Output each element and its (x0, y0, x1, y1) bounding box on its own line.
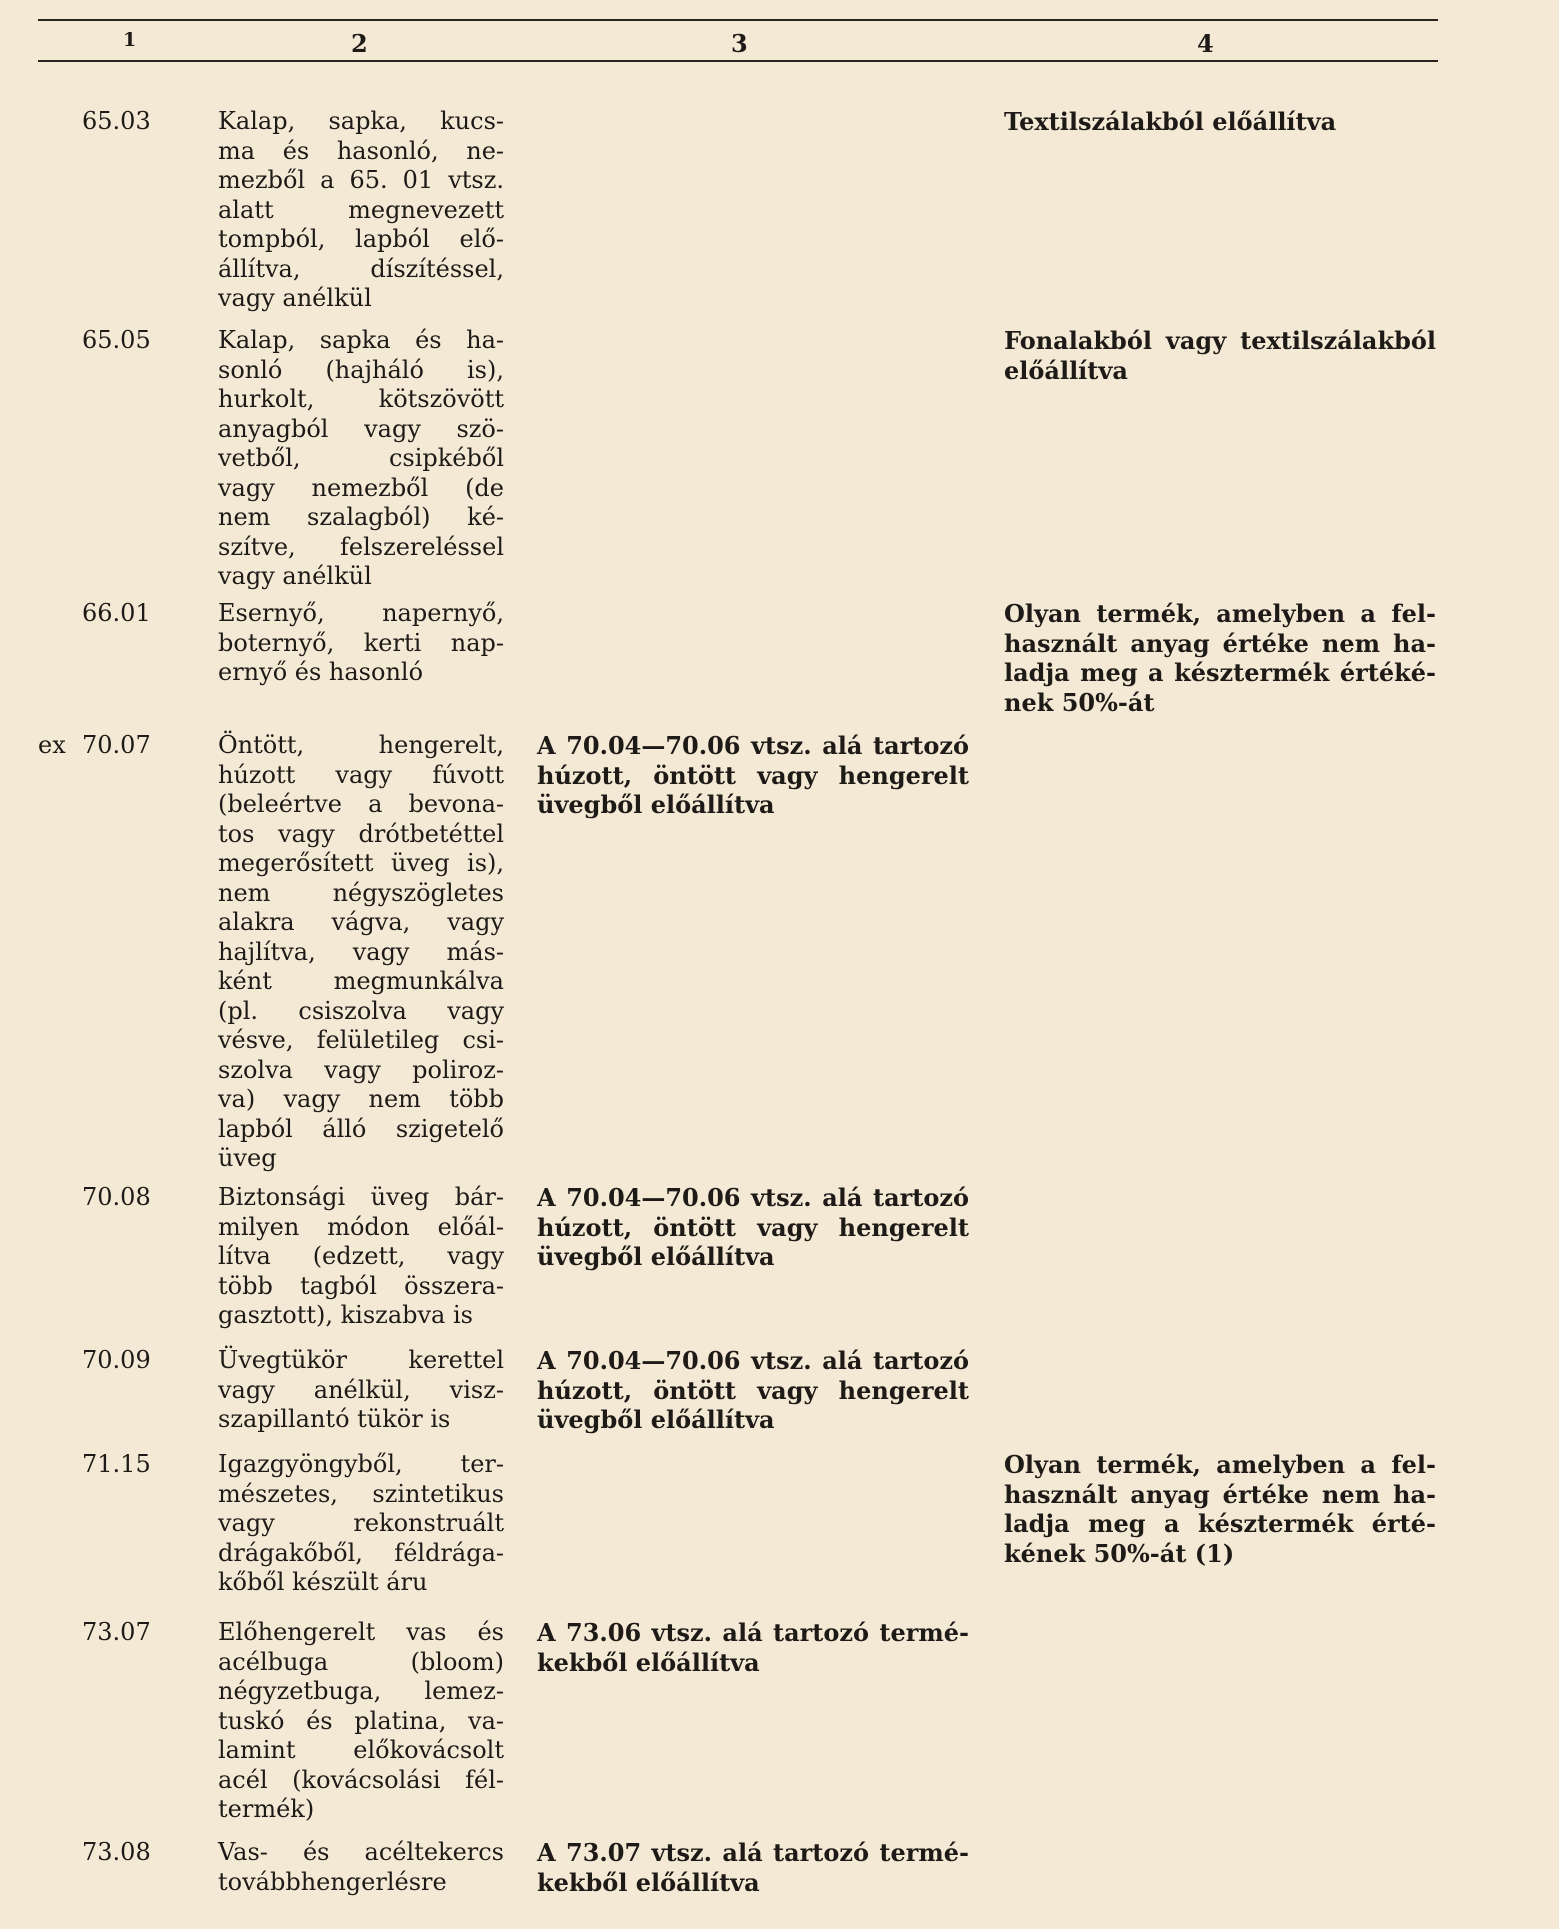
description-line: négyzetbuga, lemez- (218, 1677, 504, 1705)
condition-line: kekből előállítva (537, 1647, 760, 1677)
tariff-number (82, 1183, 197, 1213)
description-line: tuskó és platina, va- (218, 1706, 504, 1735)
goods-description (218, 1838, 504, 1897)
description-line: Kalap, sapka, kucs- (218, 107, 504, 135)
description-line: lapból álló szigetelő (218, 1114, 504, 1143)
condition-line: A 70.04—70.06 vtsz. alá tartozó (537, 1346, 969, 1375)
goods-description (218, 731, 504, 1174)
tariff-number-value: 73.08 (82, 1838, 151, 1866)
description-line: anyagból vagy szö- (218, 414, 504, 443)
description-line: Igazgyöngyből, ter- (218, 1450, 504, 1478)
condition-line: A 70.04—70.06 vtsz. alá tartozó (537, 731, 969, 760)
description-line: acél (kovácsolási fél- (218, 1765, 504, 1794)
condition-column-4 (1004, 326, 1436, 385)
description-line: tompból, lapból elő- (218, 225, 504, 253)
description-line: vagy anélkül (218, 284, 372, 312)
condition-line: A 70.04—70.06 vtsz. alá tartozó (537, 1183, 969, 1212)
tariff-number-value: 70.08 (82, 1183, 151, 1211)
description-line: szapillantó tükör is (218, 1405, 451, 1433)
description-line: vagy anélkül (218, 562, 372, 590)
goods-description (218, 599, 504, 688)
condition-line: ladja meg a késztermék értéké- (1004, 658, 1436, 687)
condition-line: húzott, öntött vagy hengerelt (537, 1212, 969, 1242)
description-line: (beleértve a bevona- (218, 790, 504, 818)
description-line: alakra vágva, vagy (218, 908, 504, 936)
condition-line: Olyan termék, amelyben a fel- (1004, 599, 1436, 628)
condition-column-3 (537, 1183, 969, 1272)
condition-column-4 (1004, 107, 1436, 137)
condition-line: Fonalakból vagy textilszálakból (1004, 326, 1436, 355)
condition-column-4 (1004, 1450, 1436, 1568)
condition-column-3 (537, 1838, 969, 1897)
description-line: vagy anélkül, visz- (218, 1375, 504, 1404)
description-line: Üvegtükör kerettel (218, 1346, 504, 1374)
description-line: lamint előkovácsolt (218, 1736, 504, 1764)
description-line: hurkolt, kötszövött (218, 385, 504, 413)
condition-line: kekből előállítva (537, 1867, 760, 1897)
description-line: ként megmunkálva (218, 967, 504, 995)
tariff-number-value: 70.07 (82, 731, 151, 759)
tariff-number (82, 107, 197, 137)
description-line: állítva, díszítéssel, (218, 254, 504, 283)
description-line: vetből, csipkéből (218, 444, 504, 472)
tariff-number (82, 1618, 197, 1648)
description-line: ma és hasonló, ne- (218, 136, 504, 165)
description-line: Biztonsági üveg bár- (218, 1183, 504, 1211)
description-line: továbbhengerlésre (218, 1867, 447, 1896)
condition-line: Textilszálakból előállítva (1004, 107, 1337, 136)
condition-line: húzott, öntött vagy hengerelt (537, 760, 969, 790)
description-line: kőből készült áru (218, 1568, 428, 1596)
description-line: húzott vagy fúvott (218, 760, 504, 789)
description-line: tos vagy drótbetéttel (218, 819, 504, 848)
description-line: megerősített üveg is), (218, 849, 504, 877)
condition-line: ladja meg a késztermék érté- (1004, 1509, 1436, 1538)
description-line: Vas- és acéltekercs (218, 1838, 504, 1866)
tariff-number-value: 65.05 (82, 326, 151, 354)
description-line: ernyő és hasonló (218, 658, 424, 686)
description-line: boternyő, kerti nap- (218, 628, 504, 657)
description-line: alatt megnevezett (218, 195, 504, 224)
description-line: Előhengerelt vas és (218, 1618, 504, 1646)
goods-description (218, 107, 504, 314)
description-line: va) vagy nem több (218, 1085, 504, 1113)
header-top-rule (38, 19, 1438, 21)
description-line: nem szalagból) ké- (218, 503, 504, 531)
goods-description (218, 1618, 504, 1825)
tariff-number (82, 326, 197, 356)
description-line: vagy nemezből (de (218, 473, 504, 502)
condition-line: előállítva (1004, 355, 1128, 385)
condition-line: A 73.07 vtsz. alá tartozó termé- (537, 1838, 969, 1867)
description-line: mezből a 65. 01 vtsz. (218, 166, 504, 194)
condition-line: üvegből előállítva (537, 790, 775, 819)
description-line: acélbuga (bloom) (218, 1647, 504, 1676)
description-line: lítva (edzett, vagy (218, 1242, 504, 1270)
column-header-2: 2 (351, 29, 368, 58)
condition-line: Olyan termék, amelyben a fel- (1004, 1450, 1436, 1479)
tariff-number-value: 65.03 (82, 107, 151, 135)
description-line: sonló (hajháló is), (218, 355, 504, 384)
description-line: több tagból összera- (218, 1271, 504, 1300)
description-line: gasztott), kiszabva is (218, 1301, 473, 1329)
tariff-number-value: 70.09 (82, 1346, 151, 1374)
description-line: drágakőből, féldrága- (218, 1538, 504, 1567)
tariff-number (82, 1838, 197, 1868)
tariff-number (38, 731, 153, 761)
column-header-1: 1 (123, 29, 137, 51)
description-line: vésve, felületileg csi- (218, 1026, 504, 1054)
tariff-number (82, 599, 197, 629)
column-header-3: 3 (731, 29, 748, 58)
goods-description (218, 326, 504, 592)
ex-prefix: ex (38, 731, 66, 759)
description-line: vagy rekonstruált (218, 1509, 504, 1537)
condition-line: A 73.06 vtsz. alá tartozó termé- (537, 1618, 969, 1647)
description-line: termék) (218, 1795, 315, 1823)
description-line: Öntött, hengerelt, (218, 731, 504, 759)
condition-column-3 (537, 731, 969, 820)
condition-line: nek 50%-át (1004, 687, 1155, 717)
description-line: Kalap, sapka és ha- (218, 326, 504, 354)
condition-line: üvegből előállítva (537, 1242, 775, 1271)
tariff-number (82, 1450, 197, 1480)
description-line: hajlítva, vagy más- (218, 937, 504, 966)
tariff-number-value: 71.15 (82, 1450, 151, 1478)
description-line: üveg (218, 1144, 277, 1172)
header-bottom-rule (38, 60, 1438, 62)
description-line: szítve, felszereléssel (218, 532, 504, 561)
condition-line: használt anyag értéke nem ha- (1004, 1479, 1436, 1509)
description-line: Esernyő, napernyő, (218, 599, 504, 627)
goods-description (218, 1346, 504, 1435)
condition-line: üvegből előállítva (537, 1405, 775, 1434)
tariff-number-value: 73.07 (82, 1618, 151, 1646)
description-line: szolva vagy poliroz- (218, 1055, 504, 1084)
goods-description (218, 1183, 504, 1331)
tariff-number (82, 1346, 197, 1376)
condition-column-3 (537, 1346, 969, 1435)
condition-line: kének 50%-át (1) (1004, 1538, 1235, 1568)
condition-column-3 (537, 1618, 969, 1677)
condition-column-4 (1004, 599, 1436, 717)
goods-description (218, 1450, 504, 1598)
tariff-number-value: 66.01 (82, 599, 151, 627)
description-line: nem négyszögletes (218, 878, 504, 907)
column-header-4: 4 (1197, 29, 1214, 58)
description-line: (pl. csiszolva vagy (218, 996, 504, 1025)
description-line: milyen módon előál- (218, 1212, 504, 1241)
condition-line: használt anyag értéke nem ha- (1004, 628, 1436, 658)
description-line: mészetes, szintetikus (218, 1479, 504, 1508)
condition-line: húzott, öntött vagy hengerelt (537, 1375, 969, 1405)
